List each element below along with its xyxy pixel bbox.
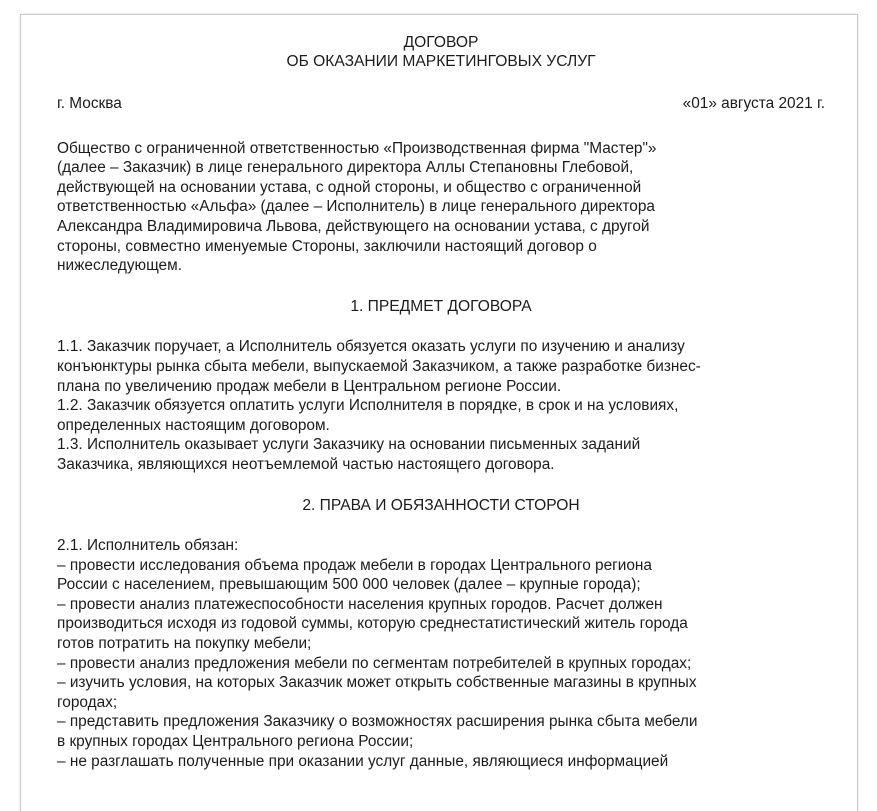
section-2-line: – представить предложения Заказчику о возможностях расширения рынка сбыта мебели bbox=[57, 713, 698, 731]
section-1-line: конъюнктуры рынка сбыта мебели, выпускаемой Заказчиком, а также разработке бизнес- bbox=[57, 357, 701, 375]
section-2-line: – не разглашать полученные при оказании услуг данные, являющиеся информацией bbox=[57, 752, 669, 770]
section-1-body bbox=[57, 337, 825, 474]
document-body bbox=[57, 33, 825, 771]
document-title bbox=[57, 33, 825, 71]
section-2-line: – изучить условия, на которых Заказчик может открыть собственные магазины в крупных bbox=[57, 674, 697, 692]
intro-line: нижеследующем. bbox=[57, 257, 182, 275]
contract-date: «01» августа 2021 г. bbox=[682, 95, 825, 112]
section-1-line: 1.2. Заказчик обязуется оплатить услуги Исполнителя в порядке, в срок и на условиях, bbox=[57, 397, 679, 415]
section-2-line: готов потратить на покупку мебели; bbox=[57, 635, 312, 653]
section-2-line: – провести исследования объема продаж мебели в городах Центрального региона bbox=[57, 556, 652, 574]
section-2-body bbox=[57, 536, 825, 771]
section-2-heading: 2. ПРАВА И ОБЯЗАННОСТИ СТОРОН bbox=[302, 496, 580, 514]
city: г. Москва bbox=[57, 95, 122, 112]
section-2-line: городах; bbox=[57, 693, 118, 711]
section-1-line: 1.1. Заказчик поручает, а Исполнитель обязуется оказать услуги по изучению и анализу bbox=[57, 338, 685, 356]
section-1-line: 1.3. Исполнитель оказывает услуги Заказчику на основании письменных заданий bbox=[57, 436, 641, 454]
section-2-line: России с населением, превышающим 500 000 человек (далее – крупные города); bbox=[57, 576, 641, 594]
section-1-heading: 1. ПРЕДМЕТ ДОГОВОРА bbox=[350, 297, 532, 315]
section-2-line: – провести анализ платежеспособности населения крупных городов. Расчет должен bbox=[57, 595, 663, 613]
section-2-line: 2.1. Исполнитель обязан: bbox=[57, 537, 239, 555]
section-1-line: плана по увеличению продаж мебели в Центральном регионе России. bbox=[57, 377, 562, 395]
section-2-line: производиться исходя из годовой суммы, которую среднестатистический житель города bbox=[57, 615, 688, 633]
section-1-line: Заказчика, являющихся неотъемлемой частью настоящего договора. bbox=[57, 455, 555, 473]
title-line-2: ОБ ОКАЗАНИИ МАРКЕТИНГОВЫХ УСЛУГ bbox=[286, 53, 596, 70]
intro-line: (далее – Заказчик) в лице генерального директора Аллы Степановны Глебовой, bbox=[57, 159, 634, 177]
section-2-line: в крупных городах Центрального региона России; bbox=[57, 733, 414, 751]
intro-paragraph bbox=[57, 139, 825, 276]
title-line-1: ДОГОВОР bbox=[403, 34, 479, 51]
document-page bbox=[20, 14, 858, 811]
section-2-line: – провести анализ предложения мебели по сегментам потребителей в крупных городах; bbox=[57, 654, 692, 672]
intro-line: Общество с ограниченной ответственностью «Производственная фирма "Мастер"» bbox=[57, 139, 657, 157]
intro-line: действующей на основании устава, с одной стороны, и общество с ограниченной bbox=[57, 178, 642, 196]
intro-line: Александра Владимировича Львова, действующего на основании устава, с другой bbox=[57, 217, 650, 235]
section-1-line: определенных настоящим договором. bbox=[57, 416, 330, 434]
intro-line: стороны, совместно именуемые Стороны, заключили настоящий договор о bbox=[57, 237, 597, 255]
intro-line: ответственностью «Альфа» (далее – Исполнитель) в лице генерального директора bbox=[57, 198, 655, 216]
place-date-row bbox=[57, 94, 825, 114]
